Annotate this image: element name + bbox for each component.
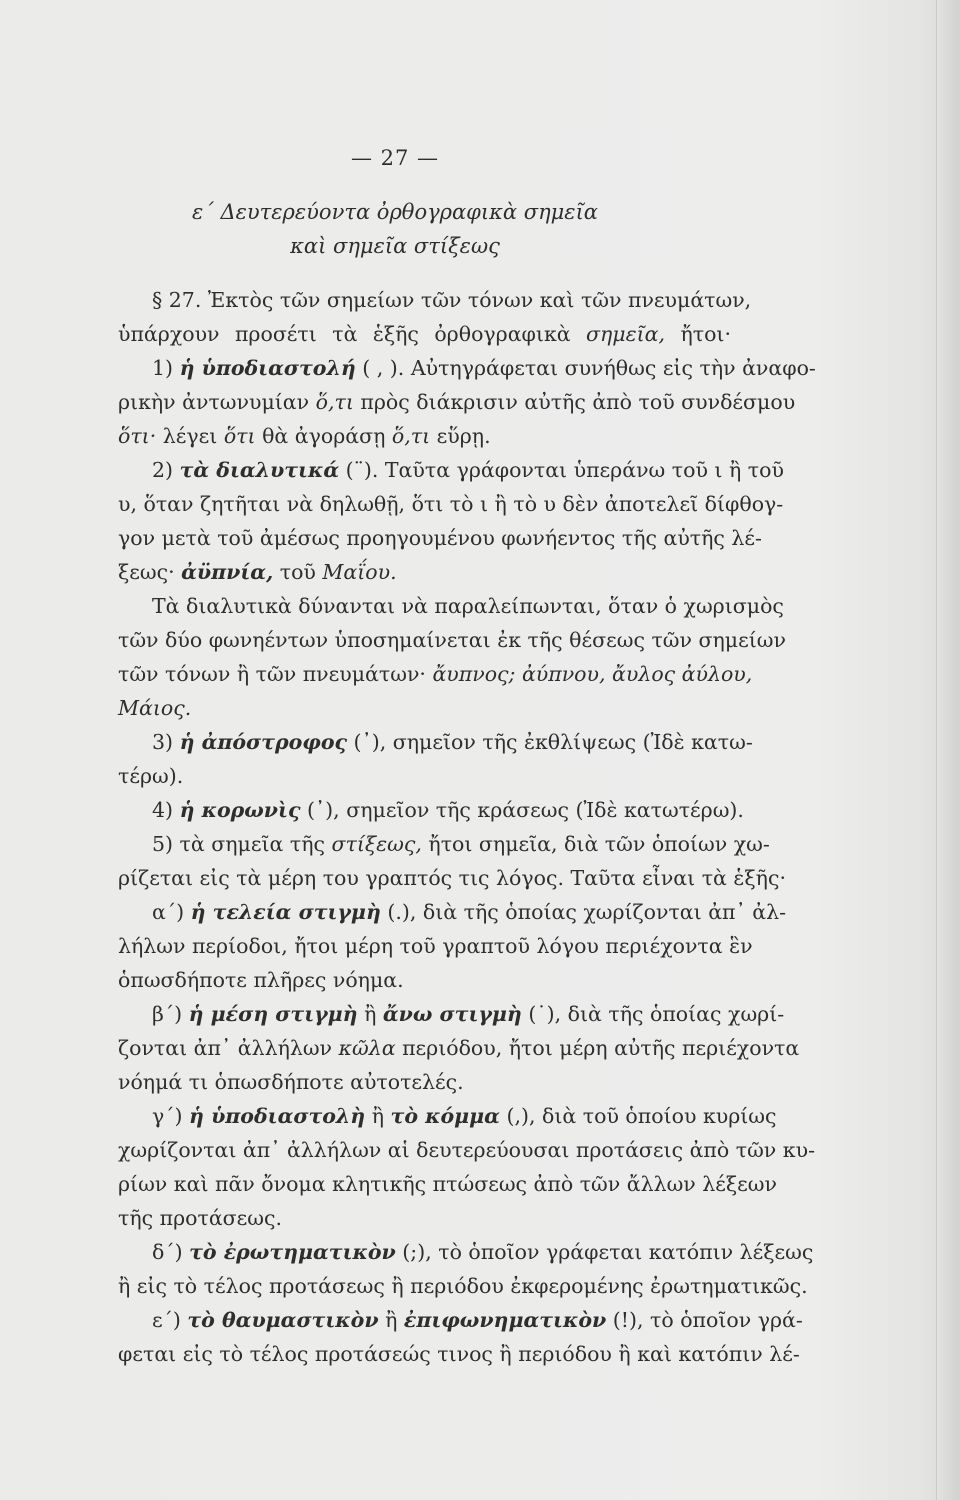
text-run: φεται εἰς τὸ τέλος προτάσεώς τινος ἢ περιόδου ἢ καὶ κατόπιν λέ- — [118, 1342, 800, 1366]
text-run: ἤτοι· — [665, 322, 731, 346]
text-run: χωρίζονται ἀπ᾽ ἀλλήλων αἱ δευτερεύουσαι προτάσεις ἀπὸ τῶν κυ- — [118, 1138, 815, 1162]
text-line — [152, 895, 787, 929]
text-run: τῶν τόνων ἢ τῶν πνευμάτων· — [118, 662, 433, 686]
text-run: (˙), διὰ τῆς ὁποίας χωρί- — [521, 1002, 785, 1026]
term-italic: Μάιος. — [118, 696, 192, 720]
text-run: πρὸς διάκρισιν αὐτῆς ἀπὸ τοῦ συνδέσμου — [353, 390, 796, 414]
text-line — [118, 385, 796, 419]
page-edge — [936, 0, 959, 1500]
text-run: περιόδου, ἤτοι μέρη αὐτῆς περιέχοντα — [395, 1036, 800, 1060]
text-line — [118, 555, 731, 589]
text-line — [152, 725, 753, 759]
text-run: τέρω). — [118, 764, 184, 788]
text-line — [152, 283, 752, 317]
text-line — [118, 1065, 731, 1099]
term-bold: ἄνω στιγμὴ — [382, 1002, 522, 1026]
text-run: θὰ ἀγοράσῃ — [255, 424, 392, 448]
text-run: (.), διὰ τῆς ὁποίας χωρίζονται ἀπ᾽ ἀλ- — [380, 900, 787, 924]
text-run: Τὰ διαλυτικὰ δύνανται νὰ παραλείπωνται, ὅταν ὁ χωρισμὸς — [152, 594, 784, 618]
text-line — [118, 623, 786, 657]
term-italic: κῶλα — [338, 1036, 396, 1060]
text-line — [118, 1133, 815, 1167]
text-run: γον μετὰ τοῦ ἀμέσως προηγουμένου φωνήεντος τῆς αὐτῆς λέ- — [118, 526, 762, 550]
text-line — [118, 861, 786, 895]
term-italic: ἄυπνος; ἀύπνου, ἄυλος ἀύλου, — [432, 662, 753, 686]
text-line — [152, 1303, 803, 1337]
term-bold: τὰ διαλυτικά — [179, 458, 340, 482]
text-line — [118, 691, 731, 725]
text-line — [118, 419, 731, 453]
text-run: (¨). Ταῦτα γράφονται ὑπεράνω τοῦ ι ἢ τοῦ — [339, 458, 784, 482]
term-bold: τὸ κόμμα — [390, 1104, 500, 1128]
text-run: (;), τὸ ὁποῖον γράφεται κατόπιν λέξεως — [395, 1240, 814, 1264]
text-run: (!), τὸ ὁποῖον γρά- — [606, 1308, 803, 1332]
text-run: νόημά τι ὁπωσδήποτε αὐτοτελές. — [118, 1070, 464, 1094]
section-heading: ε΄ Δευτερεύοντα ὀρθογραφικὰ σημεῖα — [192, 200, 598, 224]
text-run: γ΄) — [152, 1104, 190, 1128]
text-run: 5) τὰ σημεῖα τῆς — [152, 832, 332, 856]
text-run: § 27. Ἐκτὸς τῶν σημείων τῶν τόνων καὶ τῶν πνευμάτων, — [152, 288, 752, 312]
text-line — [118, 963, 731, 997]
text-run: ἢ — [378, 1308, 404, 1332]
text-line — [118, 487, 784, 521]
text-run: 4) — [152, 798, 180, 822]
text-line — [118, 657, 753, 691]
text-run: εὕρῃ. — [430, 424, 491, 448]
text-line — [152, 793, 744, 827]
term-italic: ὅ,τι — [391, 424, 431, 448]
text-run: 1) — [152, 356, 180, 380]
text-line — [118, 1201, 731, 1235]
text-line — [152, 997, 785, 1031]
term-bold: ἡ ὑποδιαστολή — [179, 356, 356, 380]
text-run: ἢ εἰς τὸ τέλος προτάσεως ἢ περιόδου ἐκφερομένης ἐρωτηματικῶς. — [118, 1274, 808, 1298]
text-line — [152, 1099, 777, 1133]
text-run: (,), διὰ τοῦ ὁποίου κυρίως — [499, 1104, 777, 1128]
text-run: τῆς προτάσεως. — [118, 1206, 282, 1230]
text-run: (᾽), σημεῖον τῆς ἐκθλίψεως (Ἰδὲ κατω- — [346, 730, 753, 754]
text-run: ρικὴν ἀντωνυμίαν — [118, 390, 316, 414]
text-run: ε΄) — [152, 1308, 188, 1332]
section-subheading: καὶ σημεῖα στίξεως — [290, 234, 500, 258]
text-line — [118, 1337, 800, 1371]
text-run: β΄) — [152, 1002, 189, 1026]
term-italic: στίξεως, — [331, 832, 422, 856]
text-run: υ, ὅταν ζητῆται νὰ δηλωθῇ, ὅτι τὸ ι ἢ τὸ υ δὲν ἀποτελεῖ δίφθογ- — [118, 492, 784, 516]
term-bold: ἡ κορωνὶς — [179, 798, 301, 822]
term-bold: ἡ ὑποδιαστολὴ — [189, 1104, 366, 1128]
text-run: ( , ). Αὐτηγράφεται συνήθως εἰς τὴν ἀναφο- — [355, 356, 816, 380]
term-bold: ἡ τελεία στιγμὴ — [190, 900, 381, 924]
text-line — [152, 1235, 814, 1269]
text-run: ξεως· — [118, 560, 182, 584]
text-run: τῶν δύο φωνηέντων ὑποσημαίνεται ἐκ τῆς θέσεως τῶν σημείων — [118, 628, 786, 652]
text-line — [152, 827, 770, 861]
text-line — [118, 759, 731, 793]
text-line — [118, 317, 731, 351]
term-bold: ἐπιφωνηματικὸν — [403, 1308, 607, 1332]
text-run: ρίζεται εἰς τὰ μέρη του γραπτός τις λόγος. Ταῦτα εἶναι τὰ ἑξῆς· — [118, 866, 786, 890]
text-run: 3) — [152, 730, 180, 754]
text-line — [118, 521, 762, 555]
text-run: ὑπάρχουν προσέτι τὰ ἑξῆς ὀρθογραφικὰ — [118, 322, 587, 346]
text-line — [118, 1269, 808, 1303]
text-run: α΄) — [152, 900, 191, 924]
text-line — [118, 929, 753, 963]
text-run: ρίων καὶ πᾶν ὄνομα κλητικῆς πτώσεως ἀπὸ τῶν ἄλλων λέξεων — [118, 1172, 777, 1196]
term-italic: Μαΐου. — [322, 560, 397, 584]
text-run: (᾽), σημεῖον τῆς κράσεως (Ἰδὲ κατωτέρω). — [300, 798, 744, 822]
term-italic: ὅ,τι — [315, 390, 354, 414]
term-italic: ὅτι — [223, 424, 256, 448]
text-line — [152, 453, 784, 487]
text-line — [118, 1031, 800, 1065]
term-italic: σημεῖα, — [586, 322, 666, 346]
text-run: λέγει — [156, 424, 224, 448]
text-run: τοῦ — [273, 560, 323, 584]
page-number: — 27 — — [350, 146, 440, 170]
term-italic: ὅτι· — [118, 424, 157, 448]
text-line — [152, 589, 784, 623]
term-bold: τὸ θαυμαστικὸν — [187, 1308, 379, 1332]
term-bold: ἡ ἀπόστροφος — [179, 730, 347, 754]
text-run: λήλων περίοδοι, ἤτοι μέρη τοῦ γραπτοῦ λόγου περιέχοντα ἓν — [118, 934, 753, 958]
term-bold: ἡ μέση στιγμὴ — [188, 1002, 358, 1026]
text-line — [152, 351, 816, 385]
text-run: δ΄) — [152, 1240, 190, 1264]
text-run: ἢ — [357, 1002, 383, 1026]
text-line — [118, 1167, 777, 1201]
term-bold: ἀϋπνία, — [181, 560, 274, 584]
text-run: ἢ — [365, 1104, 391, 1128]
text-run: ἤτοι σημεῖα, διὰ τῶν ὁποίων χω- — [421, 832, 770, 856]
text-run: ζονται ἀπ᾽ ἀλλήλων — [118, 1036, 339, 1060]
term-bold: τὸ ἐρωτηματικὸν — [189, 1240, 396, 1264]
text-run: 2) — [152, 458, 180, 482]
text-run: ὁπωσδήποτε πλῆρες νόημα. — [118, 968, 404, 992]
